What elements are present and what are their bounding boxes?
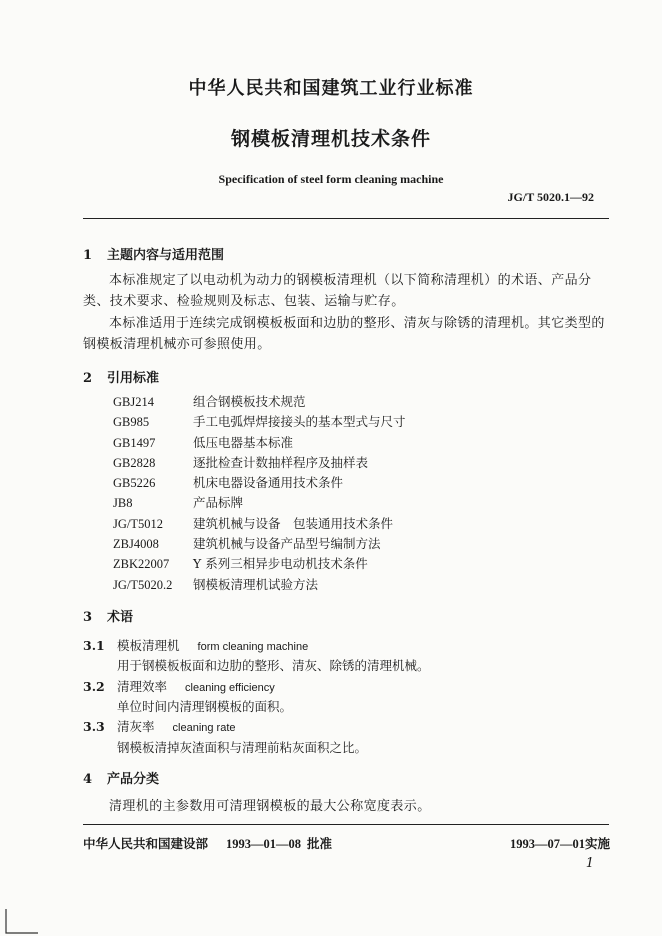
reference-row (113, 453, 406, 473)
page-number: 1 (585, 856, 594, 871)
approve-date: 1993—01—08 (226, 837, 302, 851)
term-3-2 (83, 677, 275, 695)
header-rule (83, 218, 609, 219)
term-number: 3.1 (83, 638, 105, 653)
section-number: 2 (83, 371, 93, 386)
footer-approval (83, 834, 332, 852)
section-1-paragraph-1: 本标准规定了以电动机为动力的钢模板清理机（以下简称清理机）的术语、产品分类、技术要求、检验规则及标志、包装、运输与贮存。 (83, 273, 592, 309)
section-number: 3 (83, 610, 93, 625)
term-number: 3.3 (83, 719, 105, 734)
reference-code: JG/T5020.2 (113, 577, 173, 592)
reference-title: 建筑机械与设备 包装通用技术条件 (193, 515, 394, 531)
term-3-1 (83, 636, 308, 654)
reference-title: 建筑机械与设备产品型号编制方法 (193, 536, 381, 552)
reference-code: GB1497 (113, 435, 156, 450)
section-number: 1 (83, 248, 93, 263)
reference-title: 产品标牌 (193, 495, 244, 511)
section-title: 主题内容与适用范围 (107, 248, 225, 263)
reference-code: ZBK22007 (113, 557, 170, 572)
section-title: 术语 (107, 610, 134, 625)
footer-rule (83, 824, 609, 825)
section-4-heading (83, 768, 159, 787)
reference-row (113, 433, 406, 453)
footer-implementation (510, 834, 610, 852)
reference-code: GB2828 (113, 455, 156, 470)
reference-code: JG/T5012 (113, 516, 163, 531)
reference-code: JB8 (113, 496, 133, 511)
term-english: cleaning rate (172, 722, 236, 734)
document-title: 钢模板清理机技术条件 (230, 128, 431, 150)
term-name: 模板清理机 (117, 638, 180, 653)
term-3-1-definition: 用于钢模板板面和边肋的整形、清灰、除锈的清理机械。 (117, 658, 430, 673)
scan-corner-mark (0, 905, 40, 936)
section-title: 引用标准 (107, 371, 160, 386)
reference-row (113, 493, 406, 513)
reference-row (113, 392, 406, 412)
reference-code: GBJ214 (113, 395, 154, 409)
reference-row (113, 554, 406, 574)
reference-title: 手工电弧焊焊接接头的基本型式与尺寸 (193, 414, 406, 430)
section-4-paragraph: 清理机的主参数用可清理钢模板的最大公称宽度表示。 (109, 799, 431, 814)
standard-code: JG/T 5020.1—92 (507, 190, 594, 204)
reference-row (113, 514, 406, 534)
section-3-heading (83, 606, 133, 625)
section-2-heading (83, 367, 159, 386)
term-english: cleaning efficiency (185, 682, 275, 694)
term-name: 清理效率 (117, 679, 168, 694)
term-number: 3.2 (83, 679, 105, 694)
agency-standard-heading: 中华人民共和国建筑工业行业标准 (188, 78, 474, 99)
approve-label: 批准 (307, 836, 333, 851)
reference-title: 钢模板清理机试验方法 (193, 576, 319, 592)
reference-row (113, 473, 406, 493)
section-1-heading (83, 244, 224, 263)
reference-standards-list (113, 392, 406, 595)
section-1-paragraph-2: 本标准适用于连续完成钢模板板面和边肋的整形、清灰与除锈的清理机。其它类型的钢模板清理机械亦可参照使用。 (83, 316, 605, 352)
term-english: form cleaning machine (197, 641, 309, 653)
issuer: 中华人民共和国建设部 (83, 836, 209, 851)
reference-row (113, 575, 406, 595)
reference-code: GB985 (113, 415, 150, 430)
section-number: 4 (83, 772, 93, 787)
term-3-2-definition: 单位时间内清理钢模板的面积。 (117, 699, 293, 714)
implementation-label: 实施 (584, 836, 610, 851)
reference-title: Y 系列三相异步电动机技术条件 (193, 556, 368, 572)
implementation-date: 1993—07—01 (509, 837, 585, 851)
reference-title: 组合钢模板技术规范 (193, 394, 306, 409)
term-name: 清灰率 (117, 719, 155, 734)
reference-row (113, 412, 406, 432)
reference-code: GB5226 (113, 476, 156, 491)
term-3-3 (83, 717, 236, 735)
reference-code: ZBJ4008 (113, 537, 159, 552)
reference-title: 低压电器基本标准 (193, 434, 294, 450)
reference-title: 机床电器设备通用技术条件 (193, 475, 344, 491)
document-title-english: Specification of steel form cleaning machine (218, 172, 444, 186)
term-3-3-definition: 钢模板清掉灰渣面积与清理前粘灰面积之比。 (117, 740, 368, 755)
section-title: 产品分类 (107, 772, 160, 787)
reference-title: 逐批检查计数抽样程序及抽样表 (193, 454, 369, 470)
reference-row (113, 534, 406, 554)
